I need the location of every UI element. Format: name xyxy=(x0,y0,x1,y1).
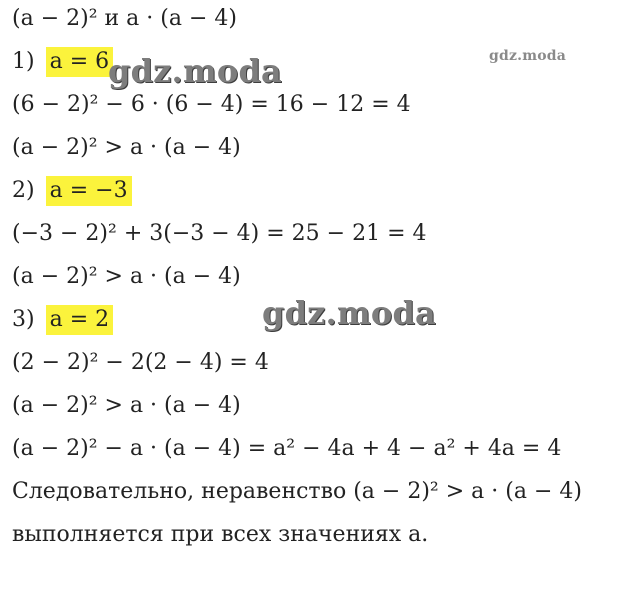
line-13 xyxy=(12,518,428,552)
case-label: 3) xyxy=(12,307,35,332)
line-12 xyxy=(12,475,582,509)
line-1 xyxy=(12,2,237,36)
case-highlight: a = 2 xyxy=(46,305,114,335)
calculation-1: (6 − 2)² − 6 · (6 − 4) = 16 − 12 = 4 xyxy=(12,92,411,117)
case-highlight: a = −3 xyxy=(46,176,132,206)
case-highlight: a = 6 xyxy=(46,47,114,77)
conclusion-line-1: Следовательно, неравенство (a − 2)² > a · (a − 4) xyxy=(12,479,582,504)
inequality-3: (a − 2)² > a · (a − 4) xyxy=(12,393,241,418)
line-7 xyxy=(12,260,241,294)
line-8 xyxy=(12,303,113,337)
line-9 xyxy=(12,346,269,380)
difference-proof: (a − 2)² − a · (a − 4) = a² − 4a + 4 − a² + 4a = 4 xyxy=(12,436,562,461)
conclusion-line-2: выполняется при всех значениях a. xyxy=(12,522,429,547)
line-4 xyxy=(12,131,241,165)
line-3 xyxy=(12,88,411,122)
line-5 xyxy=(12,174,132,208)
inequality-2: (a − 2)² > a · (a − 4) xyxy=(12,264,241,289)
line-2 xyxy=(12,45,113,79)
line-10 xyxy=(12,389,241,423)
calculation-3: (2 − 2)² − 2(2 − 4) = 4 xyxy=(12,350,269,375)
calculation-2: (−3 − 2)² + 3(−3 − 4) = 25 − 21 = 4 xyxy=(12,221,427,246)
expression-compare: (a − 2)² и a · (a − 4) xyxy=(12,6,237,31)
case-label: 1) xyxy=(12,49,35,74)
watermark-top-center: gdz.moda xyxy=(108,52,282,90)
inequality-1: (a − 2)² > a · (a − 4) xyxy=(12,135,241,160)
line-6 xyxy=(12,217,427,251)
case-label: 2) xyxy=(12,178,35,203)
watermark-middle: gdz.moda xyxy=(262,294,436,332)
watermark-top-right: gdz.moda xyxy=(489,48,567,64)
line-11 xyxy=(12,432,561,466)
